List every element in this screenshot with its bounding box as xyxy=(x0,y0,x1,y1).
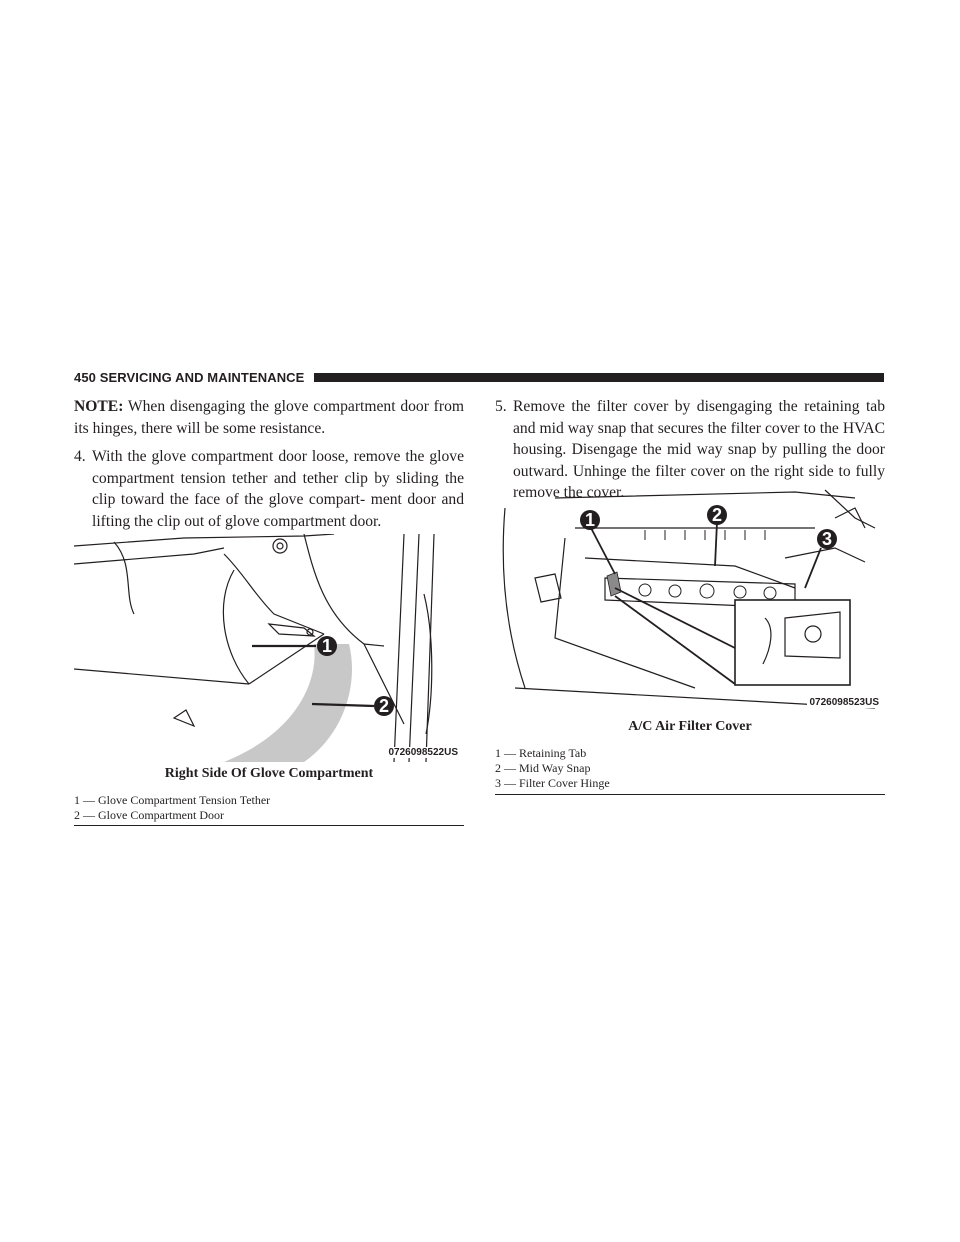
left-column xyxy=(74,396,464,533)
callout-1-left: 1 xyxy=(321,636,333,656)
step-5-text: Remove the filter cover by disengaging the retaining tab and mid way snap that secures the filter cover to the HVAC housing. Disengage the mid way snap by pulling the door outward. Unhinge the filter cover on the right side to fully remove the cover. xyxy=(513,398,885,502)
glove-compartment-illustration xyxy=(74,534,464,762)
legend-item: 1 — Retaining Tab xyxy=(495,746,587,760)
step-4-text: With the glove compartment door loose, remove the glove compartment tension tether and tether clip by sliding the clip toward the face of the glove compart- ment door and lifting the clip out of glove compartment door. xyxy=(92,448,464,530)
legend-rule-left xyxy=(74,825,464,826)
legend-item: 2 — Glove Compartment Door xyxy=(74,808,224,822)
legend-item: 3 — Filter Cover Hinge xyxy=(495,776,610,790)
glove-compartment-drawing xyxy=(74,534,464,762)
page-header-title: 450 SERVICING AND MAINTENANCE xyxy=(74,370,305,385)
legend-rule-right xyxy=(495,794,885,795)
figure-legend-right xyxy=(495,746,885,791)
figure-caption-left: Right Side Of Glove Compartment xyxy=(164,766,374,781)
figure-caption-right: A/C Air Filter Cover xyxy=(628,719,752,734)
note-paragraph xyxy=(74,396,464,439)
note-label: NOTE: xyxy=(74,398,124,415)
figure-legend-left xyxy=(74,793,464,823)
figure-code-left: 0726098522US xyxy=(388,747,458,758)
air-filter-drawing xyxy=(495,488,885,712)
step-4 xyxy=(74,446,464,532)
header-rule xyxy=(314,373,884,382)
callout-2-right: 2 xyxy=(711,505,723,525)
callout-1-right: 1 xyxy=(584,510,596,530)
note-text: When disengaging the glove compartment door from its hinges, there will be some resistance. xyxy=(74,398,464,437)
step-5-number: 5. xyxy=(495,398,507,415)
air-filter-cover-illustration xyxy=(495,488,885,712)
callout-2-left: 2 xyxy=(378,696,390,716)
figure-code-right: 0726098523US xyxy=(809,697,879,708)
step-4-number: 4. xyxy=(74,448,86,466)
legend-item: 2 — Mid Way Snap xyxy=(495,761,591,775)
page-header xyxy=(74,370,884,386)
legend-item: 1 — Glove Compartment Tension Tether xyxy=(74,793,271,807)
callout-3-right: 3 xyxy=(821,529,833,549)
